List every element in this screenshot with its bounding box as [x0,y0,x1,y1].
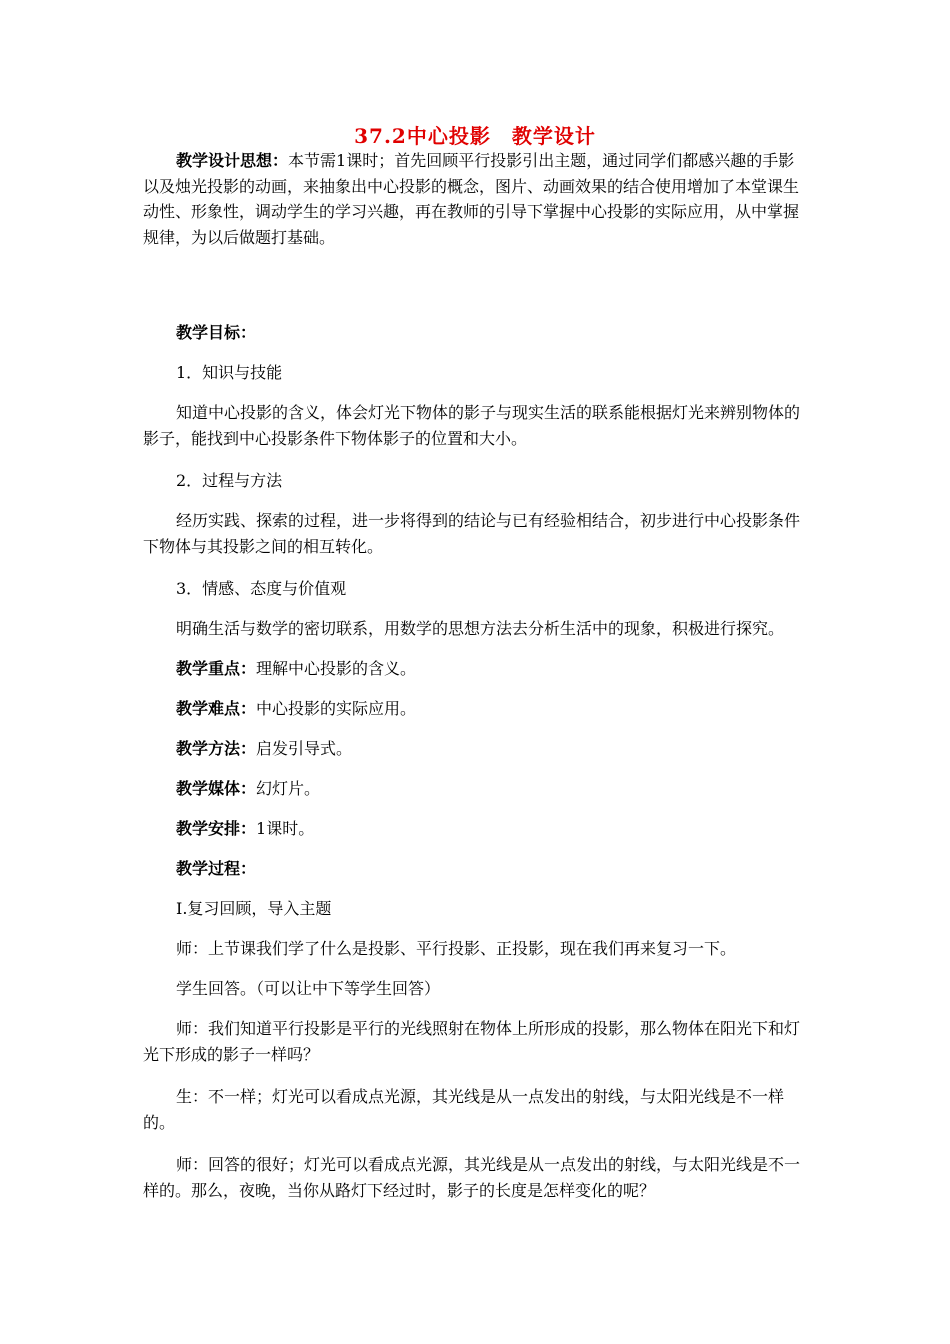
key-point-label: 教学重点： [176,659,257,678]
document-title: 37.2中心投影 教学设计 [354,124,596,148]
design-idea-label: 教学设计思想： [176,151,289,170]
objective-1-heading: 1．知识与技能 [176,363,283,382]
media-line [176,776,320,799]
design-idea-paragraph [143,148,807,250]
difficulty-text: 中心投影的实际应用。 [256,699,417,718]
method-text: 启发引导式。 [256,739,353,758]
dialogue-line-1: 师：上节课我们学了什么是投影、平行投影、正投影，现在我们再来复习一下。 [176,939,737,958]
section-1-heading: Ⅰ.复习回顾，导入主题 [176,899,332,918]
media-label: 教学媒体： [176,779,257,798]
media-text: 幻灯片。 [256,779,321,798]
objectives-heading: 教学目标： [176,323,257,342]
schedule-text: 1课时。 [256,819,315,838]
key-point-text: 理解中心投影的含义。 [256,659,417,678]
dialogue-line-3: 师：我们知道平行投影是平行的光线照射在物体上所形成的投影，那么物体在阳光下和灯光下形成的影子一样吗？ [143,1019,801,1064]
method-line [176,736,352,759]
difficulty-label: 教学难点： [176,699,257,718]
dialogue-line-2: 学生回答。（可以让中下等学生回答） [176,979,441,998]
difficulty-line [176,696,416,719]
objective-3-heading: 3．情感、态度与价值观 [176,579,347,598]
design-idea-text: 本节需1课时；首先回顾平行投影引出主题，通过同学们都感兴趣的手影以及烛光投影的动画，来抽象出中心投影的概念，图片、动画效果的结合使用增加了本堂课生动性、形象性，调动学生的学习兴趣，再在教师的引导下掌握中心投影的实际应用，从中掌握规律，为以后做题打基础。 [143,151,800,247]
process-heading: 教学过程： [176,859,257,878]
dialogue-line-4: 生：不一样；灯光可以看成点光源，其光线是从一点发出的射线，与太阳光线是不一样的。 [143,1087,785,1132]
objective-2-text: 经历实践、探索的过程，进一步将得到的结论与已有经验相结合，初步进行中心投影条件下物体与其投影之间的相互转化。 [143,511,801,556]
objective-2-heading: 2．过程与方法 [176,471,283,490]
key-point-line [176,656,416,679]
schedule-line [176,816,314,839]
schedule-label: 教学安排： [176,819,257,838]
objective-3-text: 明确生活与数学的密切联系，用数学的思想方法去分析生活中的现象，积极进行探究。 [176,619,785,638]
dialogue-line-5: 师：回答的很好；灯光可以看成点光源，其光线是从一点发出的射线，与太阳光线是不一样的。那么，夜晚，当你从路灯下经过时，影子的长度是怎样变化的呢？ [143,1155,801,1200]
objective-1-text: 知道中心投影的含义，体会灯光下物体的影子与现实生活的联系能根据灯光来辨别物体的影子，能找到中心投影条件下物体影子的位置和大小。 [143,403,801,448]
method-label: 教学方法： [176,739,257,758]
